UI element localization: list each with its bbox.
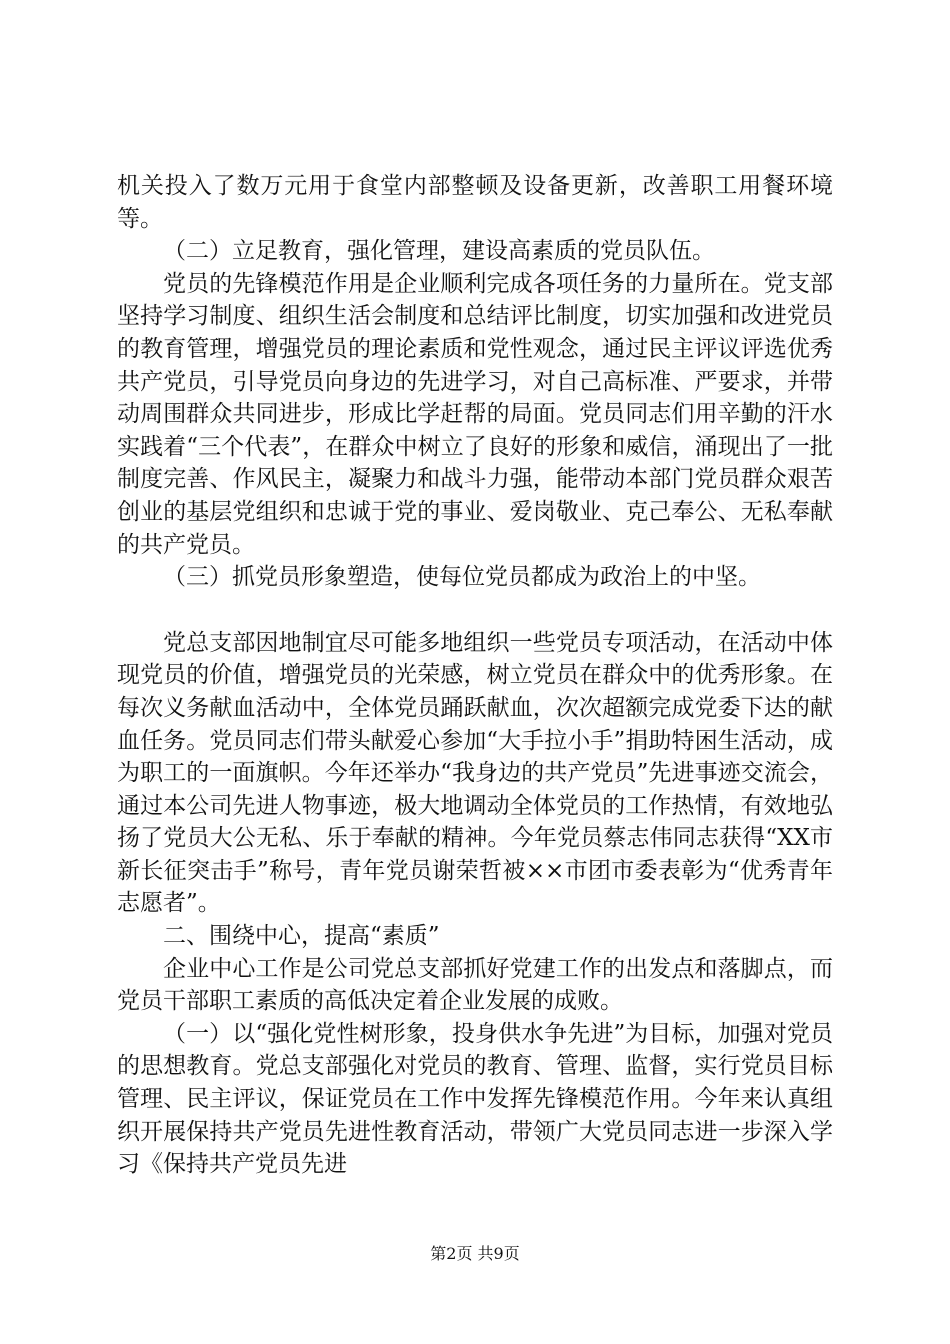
paragraph-canteen-continuation: 机关投入了数万元用于食堂内部整顿及设备更新，改善职工用餐环境等。	[117, 173, 833, 232]
chapter-heading-2: 二、围绕中心，提高“素质”	[163, 923, 440, 950]
paragraph-ideological-education: （一）以“强化党性树形象，投身供水争先进”为目标，加强对党员的思想教育。党总支部强化对党员的教育、管理、监督，实行党员目标管理、民主评议，保证党员在工作中发挥先锋模范作用。今年来认真组织开展保持共产党员先进性教育活动，带领广大党员同志进一步深入学习《保持共产党员先进	[117, 1020, 833, 1178]
document-body	[117, 170, 833, 1181]
paragraph-member-activities: 党总支部因地制宜尽可能多地组织一些党员专项活动，在活动中体现党员的价值，增强党员的光荣感，树立党员在群众中的优秀形象。在每次义务献血活动中，全体党员踊跃献血，次次超额完成党委下达的献血任务。党员同志们带头献爱心参加“大手拉小手”捐助特困生活动，成为职工的一面旗帜。今年还举办“我身边的共产党员”先进事迹交流会，通过本公司先进人物事迹，极大地调动全体党员的工作热情，有效地弘扬了党员大公无私、乐于奉献的精神。今年党员蔡志伟同志获得“XX市新长征突击手”称号，青年党员谢荣哲被××市团市委表彰为“优秀青年志愿者”。	[117, 629, 833, 917]
section-heading-2: （二）立足教育，强化管理，建设高素质的党员队伍。	[163, 238, 715, 265]
paragraph-vanguard-role: 党员的先锋模范作用是企业顺利完成各项任务的力量所在。党支部坚持学习制度、组织生活会制度和总结评比制度，切实加强和改进党员的教育管理，增强党员的理论素质和党性观念，通过民主评议评选优秀共产党员，引导党员向身边的先进学习，对自己高标准、严要求，并带动周围群众共同进步，形成比学赶帮的局面。党员同志们用辛勤的汗水实践着“三个代表”，在群众中树立了良好的形象和威信，涌现出了一批制度完善、作风民主，凝聚力和战斗力强，能带动本部门党员群众艰苦创业的基层党组织和忠诚于党的事业、爱岗敬业、克己奉公、无私奉献的共产党员。	[117, 270, 833, 558]
section-heading-3: （三）抓党员形象塑造，使每位党员都成为政治上的中坚。	[163, 564, 761, 591]
paragraph-central-work: 企业中心工作是公司党总支部抓好党建工作的出发点和落脚点，而党员干部职工素质的高低决定着企业发展的成败。	[117, 955, 833, 1015]
page-number-footer: 第2页 共9页	[430, 1244, 520, 1263]
